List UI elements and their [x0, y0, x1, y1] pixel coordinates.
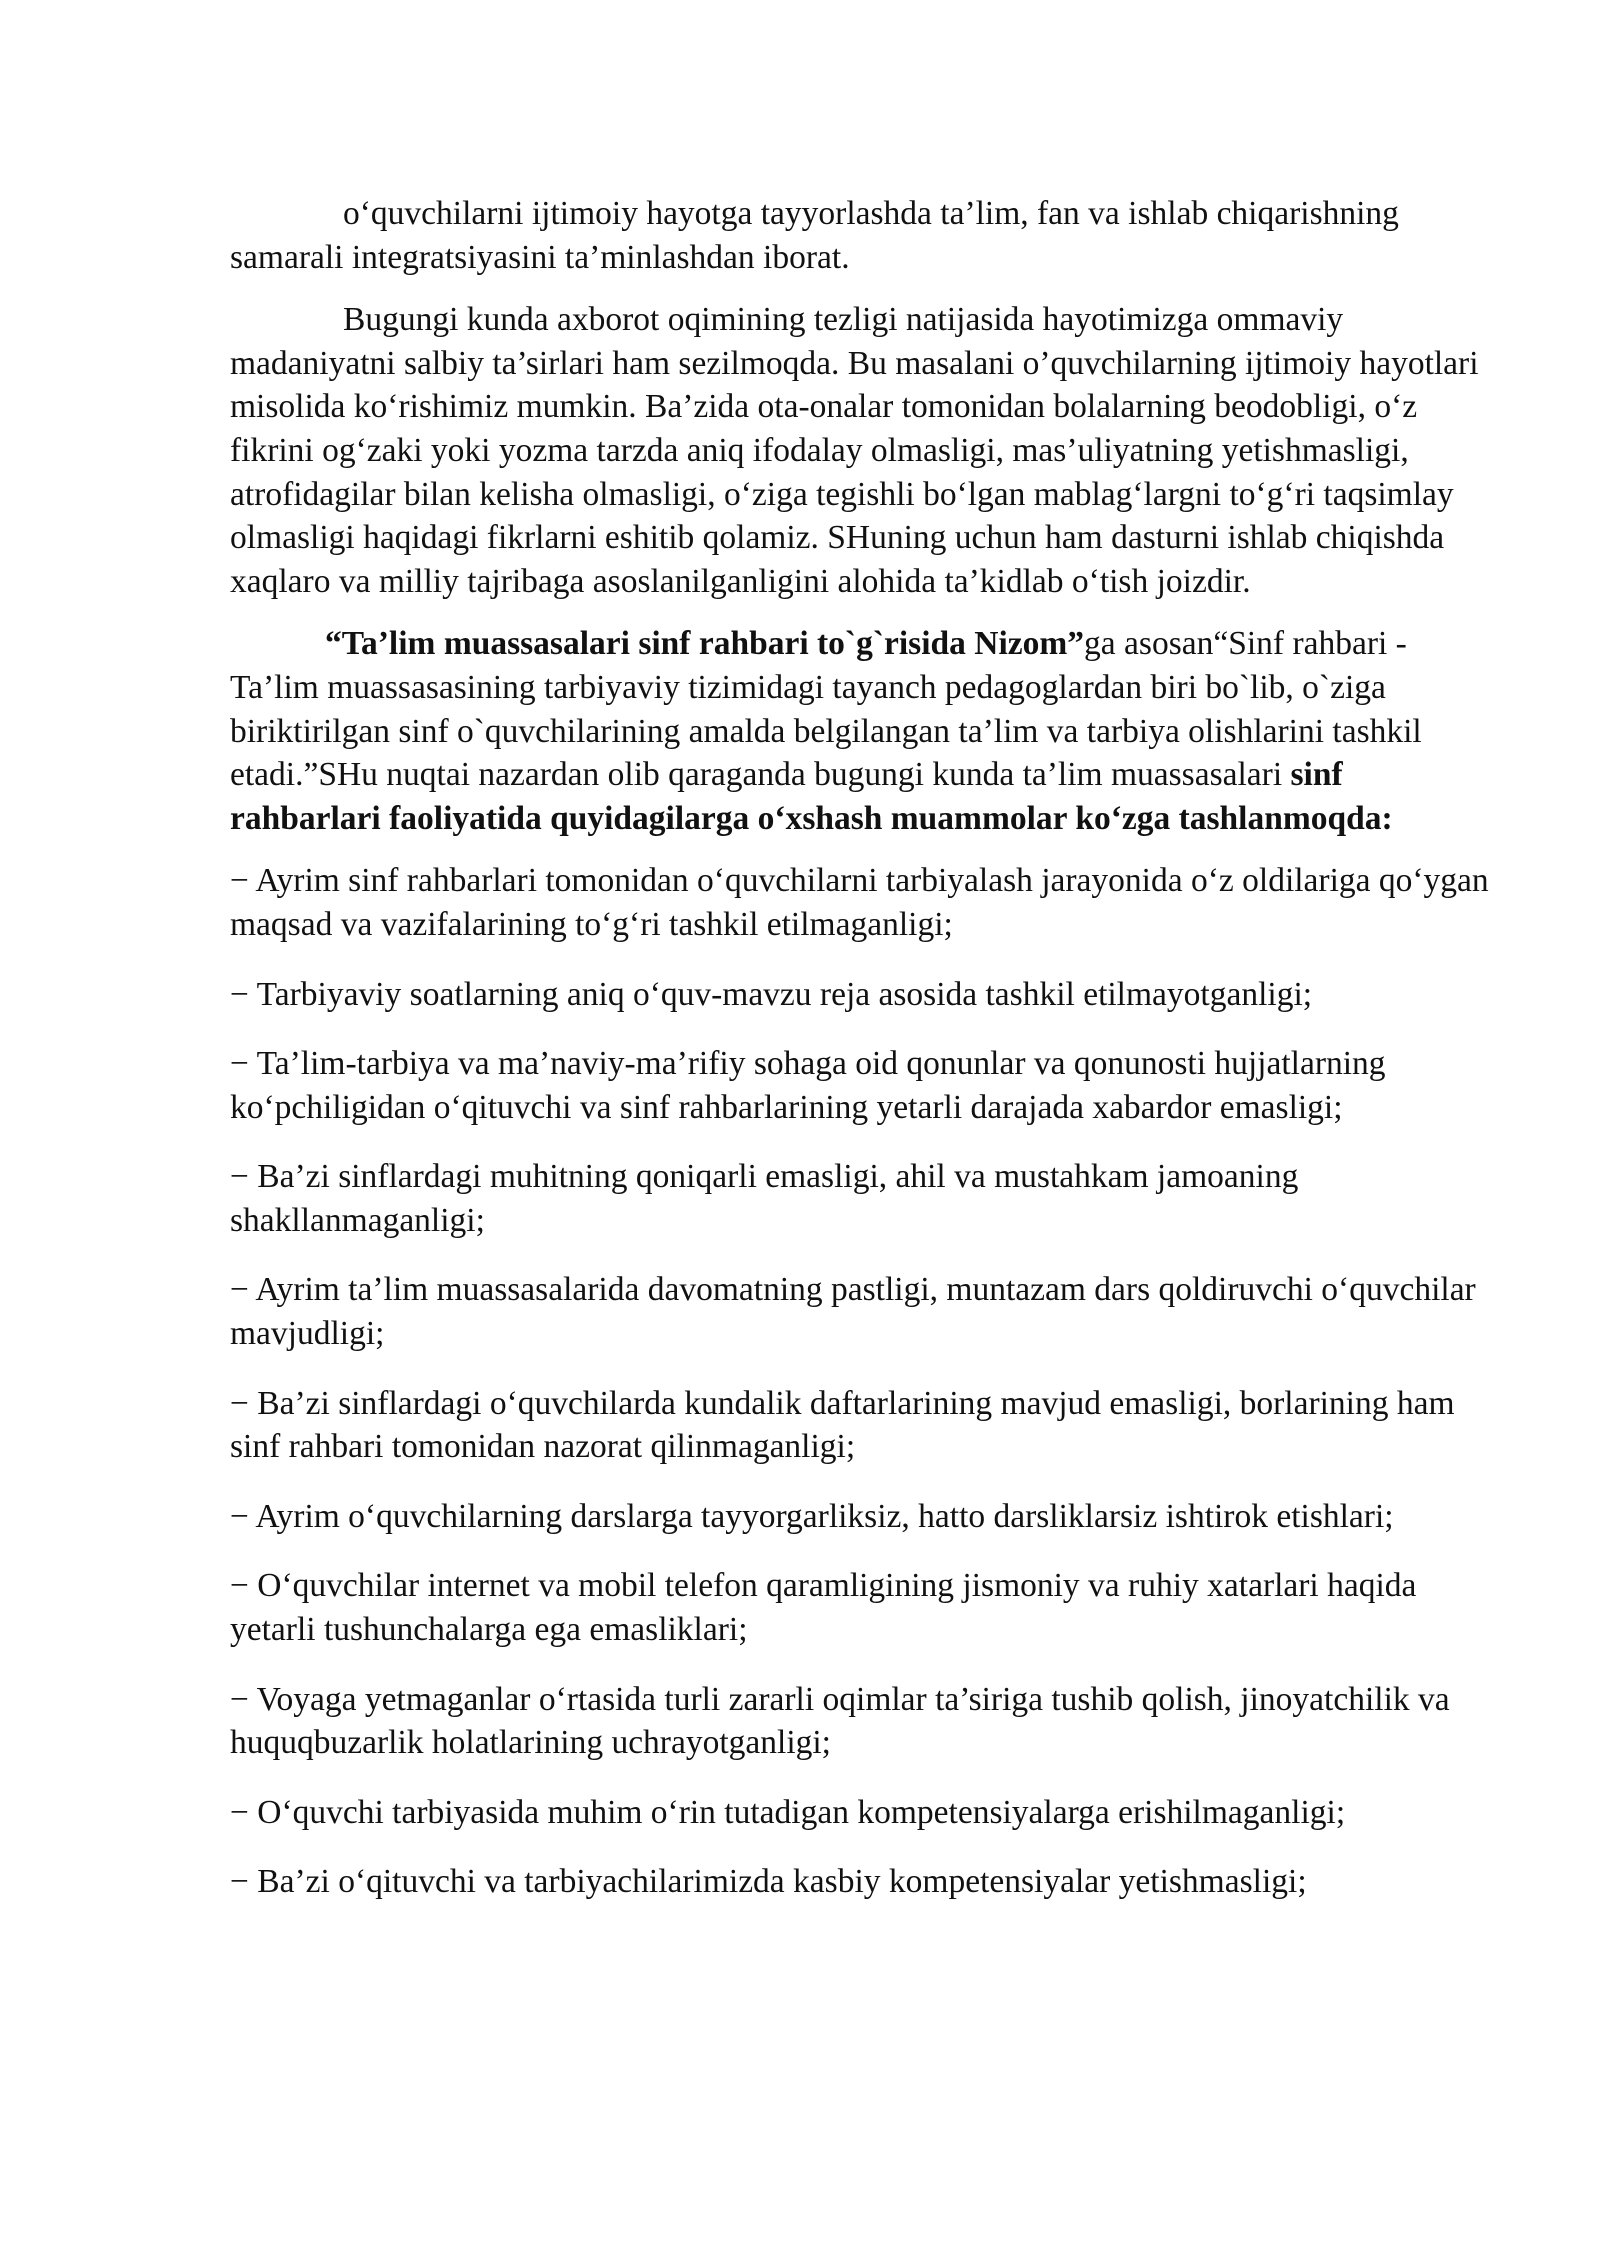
problems-list — [230, 859, 1495, 1904]
paragraph-regulation — [230, 622, 1495, 840]
list-item: − Ayrim sinf rahbarlari tomonidan o‘quvchilarni tarbiyalash jarayonida o‘z oldilariga qo‘ygan maqsad va vazifalarining to‘g‘ri tashkil etilmaganligi; — [230, 862, 1489, 943]
list-item: − O‘quvchi tarbiyasida muhim o‘rin tutadigan kompetensiyalarga erishilmaganligi; — [230, 1793, 1346, 1831]
list-item: − Voyaga yetmaganlar o‘rtasida turli zararli oqimlar ta’siriga tushib qolish, jinoyatchilik va huquqbuzarlik holatlarining uchrayotganligi; — [230, 1680, 1450, 1762]
list-item: − Ayrim ta’lim muassasalarida davomatning pastligi, muntazam dars qoldiruvchi o‘quvchilar mavjudligi; — [230, 1271, 1476, 1353]
list-item: − Ba’zi sinflardagi muhitning qoniqarli emasligi, ahil va mustahkam jamoaning shakllanmaganligi; — [230, 1158, 1299, 1239]
regulation-text: ga asosan“Sinf rahbari - Ta’lim muassasasining tarbiyaviy tizimidagi tayanch pedagoglardan biri bo`lib, o`ziga biriktirilgan sinf o`quvchilarining amalda belgilangan ta’lim va tarbiya olishlarini tashkil etadi.”SHu nuqtai nazardan olib qaraganda bugungi kunda ta’lim muassasalari — [230, 625, 1422, 794]
list-item: − Tarbiyaviy soatlarning aniq o‘quv-mavzu reja asosida tashkil etilmayotganligi; — [230, 975, 1313, 1013]
list-item: − Ba’zi o‘qituvchi va tarbiyachilarimizda kasbiy kompetensiyalar yetishmasligi; — [230, 1863, 1307, 1901]
paragraph-intro-continuation: o‘quvchilarni ijtimoiy hayotga tayyorlashda ta’lim, fan va ishlab chiqarishning samarali integratsiyasini ta’minlashdan iborat. — [230, 195, 1399, 276]
paragraph-mass-culture: Bugungi kunda axborot oqimining tezligi natijasida hayotimizga ommaviy madaniyatni salbiy ta’sirlari ham sezilmoqda. Bu masalani o’quvchilarning ijtimoiy hayotlari misolida ko‘rishimiz mumkin. Ba’zida ota-onalar tomonidan bolalarning beodobligi, o‘z fikrini og‘zaki yoki yozma tarzda aniq ifodalay olmasligi, mas’uliyatning yetishmasligi, atrofidagilar bilan kelisha olmasligi, o‘ziga tegishli bo‘lgan mablag‘largni to‘g‘ri taqsimlay olmasligi haqidagi fikrlarni eshitib qolamiz. SHuning uchun ham dasturni ishlab chiqishda xaqlaro va milliy tajribaga asoslanilganligini alohida ta’kidlab o‘tish joizdir. — [230, 301, 1479, 600]
list-item: − O‘quvchilar internet va mobil telefon qaramligining jismoniy va ruhiy xatarlari haqida yetarli tushunchalarga ega emasliklari; — [230, 1567, 1417, 1649]
document-page — [230, 192, 1495, 1930]
regulation-title: “Ta’lim muassasalari sinf rahbari to`g`risida Nizom” — [325, 625, 1085, 663]
list-item: − Ta’lim-tarbiya va ma’naviy-ma’rifiy sohaga oid qonunlar va qonunosti hujjatlarning ko‘pchiligidan o‘qituvchi va sinf rahbarlarining yetarli darajada xabardor emasligi; — [230, 1045, 1386, 1126]
problems-heading: sinf rahbarlari faoliyatida quyidagilarga o‘xshash muammolar ko‘zga tashlanmoqda: — [230, 756, 1393, 837]
list-item: − Ayrim o‘quvchilarning darslarga tayyorgarliksiz, hatto darsliklarsiz ishtirok etishlari; — [230, 1497, 1394, 1535]
list-item: − Ba’zi sinflardagi o‘quvchilarda kundalik daftarlarining mavjud emasligi, borlarining ham sinf rahbari tomonidan nazorat qilinmaganligi; — [230, 1384, 1455, 1466]
